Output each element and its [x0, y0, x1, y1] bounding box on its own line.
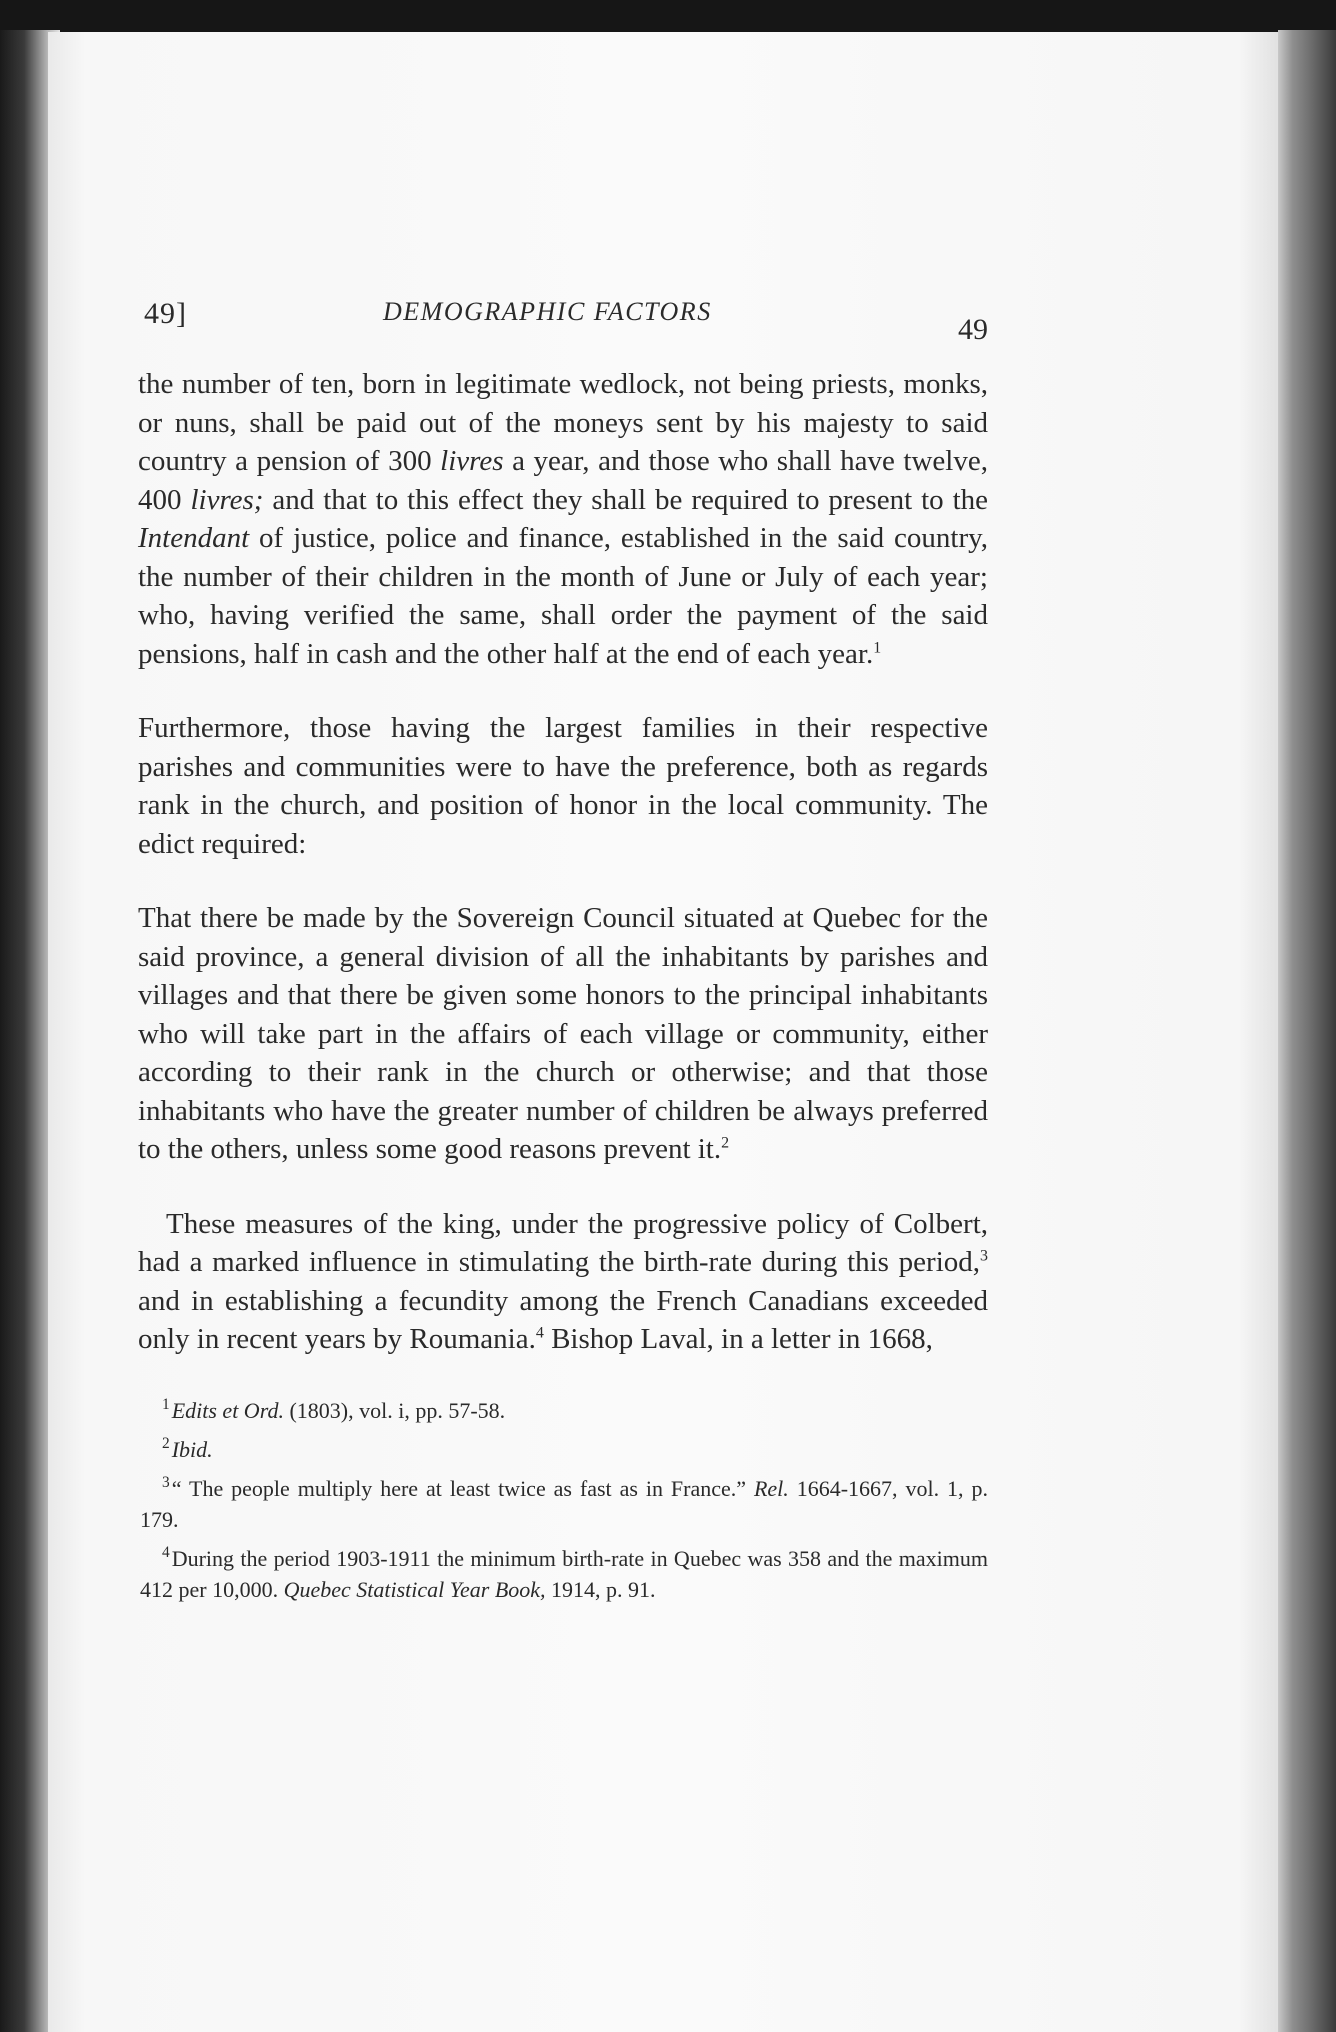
quote-text: of justice, police and finance, established in the said country, the number of their children in the month of June or July of each year; who, having verified the same, shall order the payment of the said pensions, half in cash and the other half at the end of each year. [138, 522, 988, 670]
edict-quote-honors [138, 899, 988, 1169]
footnote-text: 1664-1667, vol. 1, p. 179. [140, 1475, 988, 1532]
footnote [140, 1434, 988, 1465]
quote-italic-term: Intendant [138, 522, 250, 554]
right-page-edges [1278, 30, 1336, 2032]
footnote-mark: 3 [162, 1474, 170, 1492]
running-title: DEMOGRAPHIC FACTORS [383, 297, 712, 326]
footnote-text: 1914, p. 91. [545, 1576, 656, 1602]
quote-italic-term: livres; [190, 483, 264, 516]
footnote-citation: Ibid. [171, 1436, 213, 1462]
footnote-text: (1803), vol. i, pp. 57-58. [283, 1397, 506, 1423]
paragraph-text: and in establishing a fecundity among the French Canadians exceeded only in recent years by Roumania. [138, 1284, 988, 1355]
quote-text: That there be made by the Sovereign Council situated at Quebec for the said province, a general division of all the inhabitants by parishes and villages and that there be given some honors to the principal inhabitants who will take part in the affairs of each village or community, either according to their rank in the church or otherwise; and that those inhabitants who have the greater number of children be always preferred to the others, unless some good reasons prevent it. [138, 902, 988, 1165]
footnote-citation: Edits et Ord. [171, 1397, 284, 1423]
footnote [140, 1473, 988, 1535]
footnote-mark: 2 [162, 1435, 170, 1453]
left-page-number: 49] [144, 297, 187, 330]
footnote [140, 1395, 988, 1426]
footnote-citation: Quebec Statistical Year Book, [283, 1576, 546, 1602]
quote-text: a year, and those who shall have twelve, 400 [138, 445, 988, 516]
quote-text: the number of ten, born in legitimate wedlock, not being priests, monks, or nuns, shall be paid out of the moneys sent by his majesty to said country a pension of 300 [138, 368, 988, 477]
footnote-citation: Rel. [753, 1475, 789, 1501]
edict-quote-pension [138, 365, 988, 673]
body-paragraph [138, 1205, 988, 1359]
running-head [138, 295, 988, 359]
footnote-ref: 2 [721, 1134, 730, 1152]
paragraph-text: These measures of the king, under the progressive policy of Colbert, had a marked influence in stimulating the birth-rate during this period, [138, 1207, 988, 1278]
footnote-mark: 4 [162, 1544, 170, 1562]
footnote-ref: 4 [535, 1324, 544, 1342]
paragraph-text: Bishop Laval, in a letter in 1668, [543, 1323, 933, 1355]
footnote-text: “ The people multiply here at least twice as fast as in France.” [171, 1475, 754, 1501]
body-paragraph: Furthermore, those having the largest families in their respective parishes and communities were to have the preference, both as regards rank in the church, and position of honor in the local community. The edict required: [138, 712, 988, 860]
quote-text: and that to this effect they shall be required to present to the [263, 483, 989, 516]
footnote-text: During the period 1903-1911 the minimum birth-rate in Quebec was 358 and the maximum 412 per 10,000. [140, 1545, 988, 1602]
footnotes [138, 1395, 988, 1605]
footnote-ref: 1 [873, 638, 882, 656]
page-text [138, 295, 988, 1613]
page-number: 49 [958, 313, 988, 346]
footnote-mark: 1 [162, 1396, 170, 1414]
footnote-ref: 3 [980, 1247, 988, 1265]
footnote [140, 1543, 988, 1605]
quote-italic-term: livres [440, 445, 504, 477]
